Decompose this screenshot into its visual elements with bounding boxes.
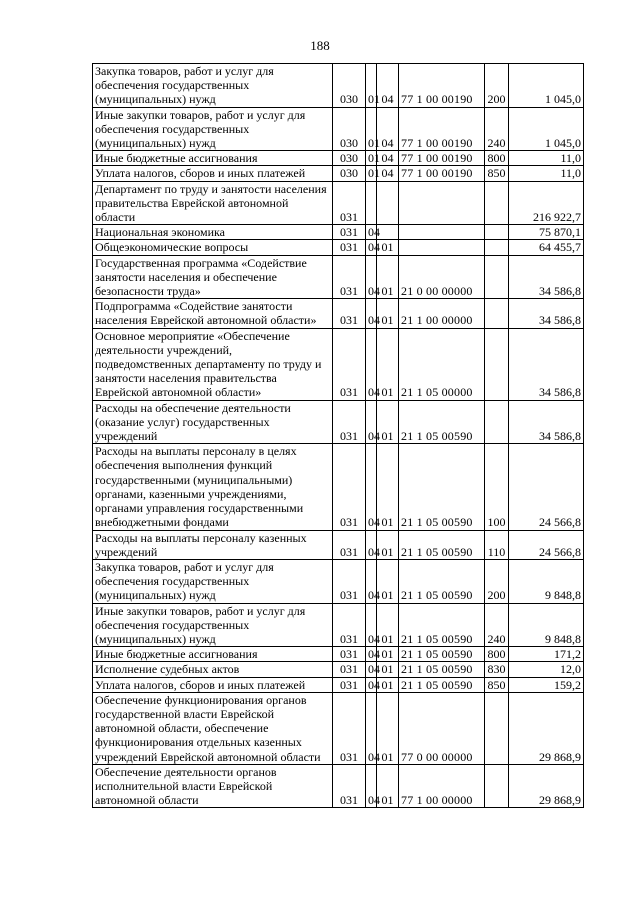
amount-cell: 34 586,8 <box>509 255 584 299</box>
subsection-code-cell: 01 <box>377 559 399 603</box>
row-name-cell: Иные закупки товаров, работ и услуг для обеспечения государственных (муниципальных) нужд <box>93 107 333 151</box>
target-article-cell: 21 1 05 00590 <box>399 530 485 559</box>
grbs-code-cell: 031 <box>333 328 366 400</box>
budget-table <box>92 63 584 808</box>
row-name-cell: Департамент по труду и занятости населения правительства Еврейской автономной области <box>93 181 333 225</box>
section-code-cell: 04 <box>366 662 377 677</box>
target-article-cell: 21 1 05 00590 <box>399 603 485 647</box>
table-row <box>93 328 584 400</box>
target-article-cell: 21 1 05 00590 <box>399 559 485 603</box>
target-article-cell: 21 1 05 00590 <box>399 400 485 444</box>
row-name-cell: Обеспечение функционирования органов государственной власти Еврейской автономной области, обеспечение функционирования отдельных казенных учреждений Еврейской автономной области <box>93 692 333 764</box>
grbs-code-cell: 031 <box>333 299 366 328</box>
target-article-cell: 21 1 05 00590 <box>399 677 485 692</box>
target-article-cell: 21 1 05 00590 <box>399 662 485 677</box>
subsection-code-cell <box>377 181 399 225</box>
grbs-code-cell: 030 <box>333 64 366 108</box>
grbs-code-cell: 031 <box>333 662 366 677</box>
expense-type-cell <box>485 240 509 255</box>
grbs-code-cell: 031 <box>333 530 366 559</box>
target-article-cell: 77 1 00 00190 <box>399 166 485 181</box>
expense-type-cell <box>485 400 509 444</box>
section-code-cell: 04 <box>366 400 377 444</box>
section-code-cell: 04 <box>366 603 377 647</box>
row-name-cell: Расходы на выплаты персоналу в целях обеспечения выполнения функций государственными (муниципальными) органами, казенными учреждениями, органами управления государственными внебюджетными фондами <box>93 444 333 530</box>
table-row <box>93 662 584 677</box>
amount-cell: 11,0 <box>509 151 584 166</box>
subsection-code-cell: 04 <box>377 151 399 166</box>
grbs-code-cell: 031 <box>333 240 366 255</box>
expense-type-cell <box>485 692 509 764</box>
row-name-cell: Основное мероприятие «Обеспечение деятельности учреждений, подведомственных департаменту по труду и занятости населения правительства Еврейской автономной области» <box>93 328 333 400</box>
section-code-cell: 04 <box>366 255 377 299</box>
expense-type-cell: 200 <box>485 64 509 108</box>
grbs-code-cell: 031 <box>333 400 366 444</box>
page-number: 188 <box>310 38 330 53</box>
section-code-cell <box>366 181 377 225</box>
expense-type-cell <box>485 181 509 225</box>
amount-cell: 1 045,0 <box>509 64 584 108</box>
table-row <box>93 692 584 764</box>
target-article-cell: 21 0 00 00000 <box>399 255 485 299</box>
expense-type-cell: 830 <box>485 662 509 677</box>
section-code-cell: 04 <box>366 764 377 808</box>
subsection-code-cell: 01 <box>377 764 399 808</box>
subsection-code-cell: 01 <box>377 444 399 530</box>
grbs-code-cell: 031 <box>333 559 366 603</box>
table-row <box>93 255 584 299</box>
row-name-cell: Иные закупки товаров, работ и услуг для обеспечения государственных (муниципальных) нужд <box>93 603 333 647</box>
subsection-code-cell: 01 <box>377 240 399 255</box>
subsection-code-cell: 01 <box>377 692 399 764</box>
table-row <box>93 400 584 444</box>
expense-type-cell <box>485 328 509 400</box>
amount-cell: 34 586,8 <box>509 400 584 444</box>
row-name-cell: Подпрограмма «Содействие занятости населения Еврейской автономной области» <box>93 299 333 328</box>
section-code-cell: 01 <box>366 166 377 181</box>
row-name-cell: Государственная программа «Содействие занятости населения и обеспечение безопасности труда» <box>93 255 333 299</box>
amount-cell: 1 045,0 <box>509 107 584 151</box>
section-code-cell: 04 <box>366 677 377 692</box>
row-name-cell: Закупка товаров, работ и услуг для обеспечения государственных (муниципальных) нужд <box>93 64 333 108</box>
grbs-code-cell: 031 <box>333 764 366 808</box>
table-row <box>93 225 584 240</box>
table-row <box>93 299 584 328</box>
table-row <box>93 166 584 181</box>
expense-type-cell <box>485 225 509 240</box>
table-row <box>93 764 584 808</box>
target-article-cell: 21 1 05 00590 <box>399 647 485 662</box>
target-article-cell: 21 1 05 00590 <box>399 444 485 530</box>
grbs-code-cell: 031 <box>333 255 366 299</box>
amount-cell: 75 870,1 <box>509 225 584 240</box>
amount-cell: 216 922,7 <box>509 181 584 225</box>
expense-type-cell: 850 <box>485 166 509 181</box>
row-name-cell: Обеспечение деятельности органов исполнительной власти Еврейской автономной области <box>93 764 333 808</box>
section-code-cell: 04 <box>366 299 377 328</box>
row-name-cell: Иные бюджетные ассигнования <box>93 647 333 662</box>
table-row <box>93 559 584 603</box>
expense-type-cell: 800 <box>485 647 509 662</box>
grbs-code-cell: 031 <box>333 444 366 530</box>
table-row <box>93 151 584 166</box>
amount-cell: 34 586,8 <box>509 328 584 400</box>
subsection-code-cell: 01 <box>377 603 399 647</box>
table-row <box>93 647 584 662</box>
subsection-code-cell: 01 <box>377 299 399 328</box>
amount-cell: 9 848,8 <box>509 603 584 647</box>
amount-cell: 12,0 <box>509 662 584 677</box>
amount-cell: 29 868,9 <box>509 692 584 764</box>
target-article-cell <box>399 181 485 225</box>
subsection-code-cell: 04 <box>377 64 399 108</box>
row-name-cell: Расходы на обеспечение деятельности (оказание услуг) государственных учреждений <box>93 400 333 444</box>
target-article-cell: 77 1 00 00190 <box>399 151 485 166</box>
expense-type-cell <box>485 764 509 808</box>
grbs-code-cell: 030 <box>333 166 366 181</box>
grbs-code-cell: 031 <box>333 181 366 225</box>
amount-cell: 159,2 <box>509 677 584 692</box>
expense-type-cell: 800 <box>485 151 509 166</box>
row-name-cell: Общеэкономические вопросы <box>93 240 333 255</box>
subsection-code-cell: 01 <box>377 255 399 299</box>
row-name-cell: Уплата налогов, сборов и иных платежей <box>93 677 333 692</box>
row-name-cell: Закупка товаров, работ и услуг для обеспечения государственных (муниципальных) нужд <box>93 559 333 603</box>
section-code-cell: 04 <box>366 647 377 662</box>
section-code-cell: 01 <box>366 107 377 151</box>
target-article-cell: 21 1 05 00000 <box>399 328 485 400</box>
subsection-code-cell: 01 <box>377 328 399 400</box>
section-code-cell: 04 <box>366 559 377 603</box>
target-article-cell <box>399 240 485 255</box>
table-row <box>93 677 584 692</box>
table-row <box>93 107 584 151</box>
amount-cell: 34 586,8 <box>509 299 584 328</box>
section-code-cell: 01 <box>366 151 377 166</box>
table-row <box>93 530 584 559</box>
subsection-code-cell: 01 <box>377 677 399 692</box>
target-article-cell: 77 1 00 00190 <box>399 64 485 108</box>
target-article-cell: 77 1 00 00190 <box>399 107 485 151</box>
grbs-code-cell: 031 <box>333 692 366 764</box>
subsection-code-cell: 01 <box>377 647 399 662</box>
subsection-code-cell: 04 <box>377 166 399 181</box>
section-code-cell: 04 <box>366 530 377 559</box>
table-row <box>93 240 584 255</box>
row-name-cell: Исполнение судебных актов <box>93 662 333 677</box>
grbs-code-cell: 031 <box>333 677 366 692</box>
subsection-code-cell: 04 <box>377 107 399 151</box>
amount-cell: 24 566,8 <box>509 530 584 559</box>
amount-cell: 24 566,8 <box>509 444 584 530</box>
target-article-cell: 77 0 00 00000 <box>399 692 485 764</box>
expense-type-cell: 850 <box>485 677 509 692</box>
section-code-cell: 04 <box>366 444 377 530</box>
section-code-cell: 04 <box>366 692 377 764</box>
subsection-code-cell: 01 <box>377 400 399 444</box>
expense-type-cell: 100 <box>485 444 509 530</box>
row-name-cell: Уплата налогов, сборов и иных платежей <box>93 166 333 181</box>
expense-type-cell: 200 <box>485 559 509 603</box>
target-article-cell: 21 1 00 00000 <box>399 299 485 328</box>
row-name-cell: Расходы на выплаты персоналу казенных учреждений <box>93 530 333 559</box>
table-row <box>93 181 584 225</box>
table-row <box>93 64 584 108</box>
amount-cell: 64 455,7 <box>509 240 584 255</box>
expense-type-cell: 240 <box>485 603 509 647</box>
subsection-code-cell: 01 <box>377 530 399 559</box>
subsection-code-cell: 01 <box>377 662 399 677</box>
table-row <box>93 603 584 647</box>
grbs-code-cell: 031 <box>333 225 366 240</box>
grbs-code-cell: 030 <box>333 151 366 166</box>
row-name-cell: Национальная экономика <box>93 225 333 240</box>
target-article-cell: 77 1 00 00000 <box>399 764 485 808</box>
grbs-code-cell: 031 <box>333 603 366 647</box>
row-name-cell: Иные бюджетные ассигнования <box>93 151 333 166</box>
target-article-cell <box>399 225 485 240</box>
table-row <box>93 444 584 530</box>
expense-type-cell: 110 <box>485 530 509 559</box>
amount-cell: 9 848,8 <box>509 559 584 603</box>
grbs-code-cell: 031 <box>333 647 366 662</box>
section-code-cell: 04 <box>366 328 377 400</box>
expense-type-cell <box>485 299 509 328</box>
grbs-code-cell: 030 <box>333 107 366 151</box>
amount-cell: 171,2 <box>509 647 584 662</box>
section-code-cell: 01 <box>366 64 377 108</box>
amount-cell: 29 868,9 <box>509 764 584 808</box>
expense-type-cell: 240 <box>485 107 509 151</box>
amount-cell: 11,0 <box>509 166 584 181</box>
budget-table-body <box>93 64 584 808</box>
section-code-cell: 04 <box>366 240 377 255</box>
section-code-cell: 04 <box>366 225 377 240</box>
expense-type-cell <box>485 255 509 299</box>
